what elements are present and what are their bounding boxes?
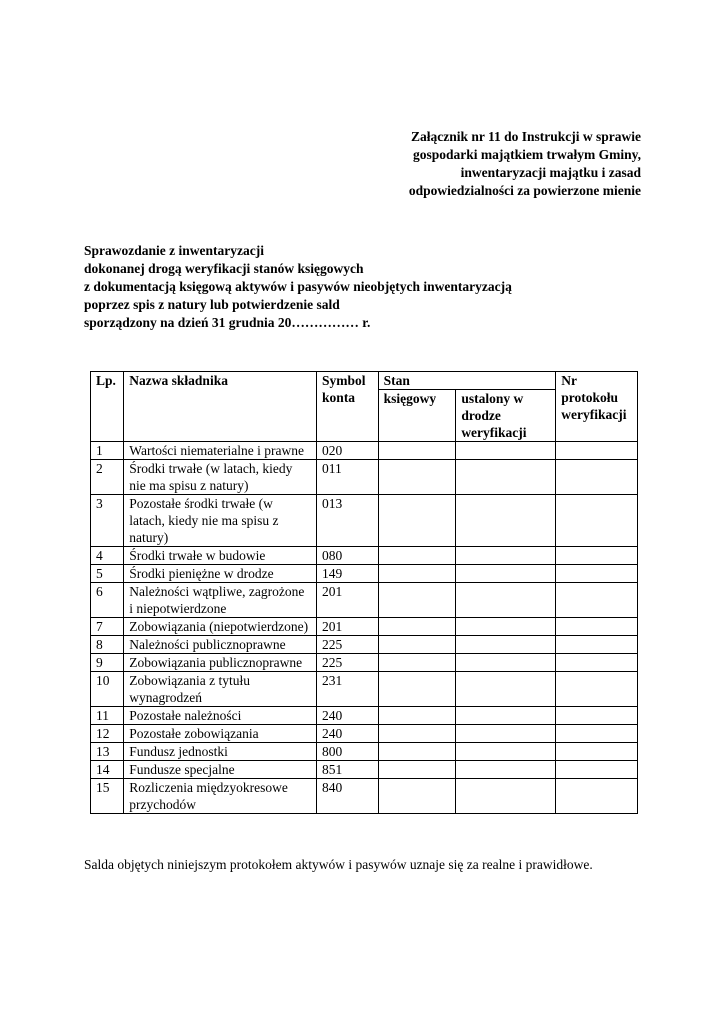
cell-ksiegowy — [378, 654, 456, 672]
cell-ksiegowy — [378, 547, 456, 565]
cell-lp: 12 — [91, 725, 124, 743]
table-header-row — [91, 372, 638, 390]
cell-symbol: 011 — [317, 460, 379, 495]
cell-symbol: 080 — [317, 547, 379, 565]
report-title-line: sporządzony na dzień 31 grudnia 20…………… r. — [84, 315, 371, 330]
cell-lp: 2 — [91, 460, 124, 495]
report-title-line: dokonanej drogą weryfikacji stanów księgowych — [84, 261, 364, 276]
cell-symbol: 201 — [317, 618, 379, 636]
cell-ustalony — [456, 565, 556, 583]
cell-ustalony — [456, 672, 556, 707]
cell-ksiegowy — [378, 583, 456, 618]
cell-nr-protokolu — [556, 442, 638, 460]
cell-name: Środki pieniężne w drodze — [124, 565, 317, 583]
cell-ustalony — [456, 547, 556, 565]
cell-ustalony — [456, 460, 556, 495]
cell-lp: 14 — [91, 761, 124, 779]
attachment-header-line: inwentaryzacji majątku i zasad — [460, 165, 641, 180]
cell-nr-protokolu — [556, 654, 638, 672]
table-row — [91, 618, 638, 636]
cell-nr-protokolu — [556, 725, 638, 743]
header-name: Nazwa składnika — [124, 372, 317, 442]
cell-name: Pozostałe zobowiązania — [124, 725, 317, 743]
cell-lp: 5 — [91, 565, 124, 583]
cell-nr-protokolu — [556, 779, 638, 814]
table-row — [91, 583, 638, 618]
table-body — [91, 442, 638, 814]
cell-symbol: 800 — [317, 743, 379, 761]
cell-name: Wartości niematerialne i prawne — [124, 442, 317, 460]
cell-ustalony — [456, 725, 556, 743]
cell-ustalony — [456, 707, 556, 725]
cell-symbol: 840 — [317, 779, 379, 814]
table-row — [91, 707, 638, 725]
cell-name: Należności publicznoprawne — [124, 636, 317, 654]
cell-nr-protokolu — [556, 672, 638, 707]
report-title-line: z dokumentacją księgową aktywów i pasywów nieobjętych inwentaryzacją — [84, 279, 512, 294]
table-row — [91, 565, 638, 583]
cell-ksiegowy — [378, 672, 456, 707]
cell-nr-protokolu — [556, 547, 638, 565]
cell-ksiegowy — [378, 725, 456, 743]
cell-lp: 7 — [91, 618, 124, 636]
cell-ustalony — [456, 743, 556, 761]
header-lp: Lp. — [91, 372, 124, 442]
cell-ksiegowy — [378, 460, 456, 495]
table-row — [91, 654, 638, 672]
table-row — [91, 636, 638, 654]
report-title-line: Sprawozdanie z inwentaryzacji — [84, 243, 264, 258]
cell-symbol: 013 — [317, 495, 379, 547]
cell-ustalony — [456, 495, 556, 547]
cell-ustalony — [456, 761, 556, 779]
cell-nr-protokolu — [556, 636, 638, 654]
attachment-header — [341, 128, 641, 200]
cell-lp: 15 — [91, 779, 124, 814]
cell-lp: 11 — [91, 707, 124, 725]
cell-lp: 6 — [91, 583, 124, 618]
cell-ustalony — [456, 636, 556, 654]
cell-nr-protokolu — [556, 618, 638, 636]
cell-ustalony — [456, 779, 556, 814]
report-title — [84, 242, 664, 332]
cell-lp: 3 — [91, 495, 124, 547]
cell-nr-protokolu — [556, 761, 638, 779]
table-row — [91, 547, 638, 565]
cell-lp: 8 — [91, 636, 124, 654]
cell-symbol: 020 — [317, 442, 379, 460]
cell-name: Należności wątpliwe, zagrożone i niepotwierdzone — [124, 583, 317, 618]
table-row — [91, 743, 638, 761]
cell-symbol: 851 — [317, 761, 379, 779]
cell-lp: 9 — [91, 654, 124, 672]
cell-ksiegowy — [378, 618, 456, 636]
cell-nr-protokolu — [556, 583, 638, 618]
cell-ustalony — [456, 654, 556, 672]
header-nr-protokolu: Nr protokołu weryfikacji — [556, 372, 638, 442]
cell-ustalony — [456, 583, 556, 618]
cell-lp: 10 — [91, 672, 124, 707]
table-row — [91, 460, 638, 495]
table-row — [91, 725, 638, 743]
cell-name: Zobowiązania publicznoprawne — [124, 654, 317, 672]
cell-name: Zobowiązania (niepotwierdzone) — [124, 618, 317, 636]
cell-ustalony — [456, 618, 556, 636]
cell-name: Pozostałe należności — [124, 707, 317, 725]
header-ustalony: ustalony w drodze weryfikacji — [456, 390, 556, 442]
table-row — [91, 442, 638, 460]
cell-lp: 4 — [91, 547, 124, 565]
cell-ksiegowy — [378, 779, 456, 814]
inventory-table — [90, 371, 638, 814]
cell-nr-protokolu — [556, 565, 638, 583]
table-row — [91, 495, 638, 547]
cell-symbol: 225 — [317, 654, 379, 672]
cell-symbol: 225 — [317, 636, 379, 654]
header-symbol: Symbol konta — [317, 372, 379, 442]
table-row — [91, 761, 638, 779]
cell-symbol: 240 — [317, 707, 379, 725]
cell-nr-protokolu — [556, 495, 638, 547]
cell-ksiegowy — [378, 761, 456, 779]
attachment-header-line: odpowiedzialności za powierzone mienie — [408, 183, 641, 198]
cell-symbol: 231 — [317, 672, 379, 707]
footer-statement: Salda objętych niniejszym protokołem aktywów i pasywów uznaje się za realne i prawidłowe. — [84, 857, 593, 872]
cell-nr-protokolu — [556, 460, 638, 495]
cell-name: Zobowiązania z tytułu wynagrodzeń — [124, 672, 317, 707]
cell-symbol: 240 — [317, 725, 379, 743]
cell-name: Rozliczenia międzyokresowe przychodów — [124, 779, 317, 814]
cell-lp: 1 — [91, 442, 124, 460]
cell-ksiegowy — [378, 565, 456, 583]
cell-name: Fundusze specjalne — [124, 761, 317, 779]
cell-ksiegowy — [378, 743, 456, 761]
cell-nr-protokolu — [556, 707, 638, 725]
cell-lp: 13 — [91, 743, 124, 761]
cell-symbol: 201 — [317, 583, 379, 618]
cell-symbol: 149 — [317, 565, 379, 583]
cell-name: Fundusz jednostki — [124, 743, 317, 761]
report-title-line: poprzez spis z natury lub potwierdzenie sald — [84, 297, 340, 312]
attachment-header-line: Załącznik nr 11 do Instrukcji w sprawie — [410, 129, 641, 144]
header-ksiegowy: księgowy — [378, 390, 456, 442]
cell-ksiegowy — [378, 442, 456, 460]
cell-ksiegowy — [378, 707, 456, 725]
cell-nr-protokolu — [556, 743, 638, 761]
cell-ksiegowy — [378, 636, 456, 654]
cell-ustalony — [456, 442, 556, 460]
cell-name: Środki trwałe w budowie — [124, 547, 317, 565]
attachment-header-line: gospodarki majątkiem trwałym Gminy, — [413, 147, 641, 162]
table-row — [91, 672, 638, 707]
table-row — [91, 779, 638, 814]
header-stan: Stan — [378, 372, 556, 390]
cell-ksiegowy — [378, 495, 456, 547]
cell-name: Pozostałe środki trwałe (w latach, kiedy nie ma spisu z natury) — [124, 495, 317, 547]
cell-name: Środki trwałe (w latach, kiedy nie ma spisu z natury) — [124, 460, 317, 495]
